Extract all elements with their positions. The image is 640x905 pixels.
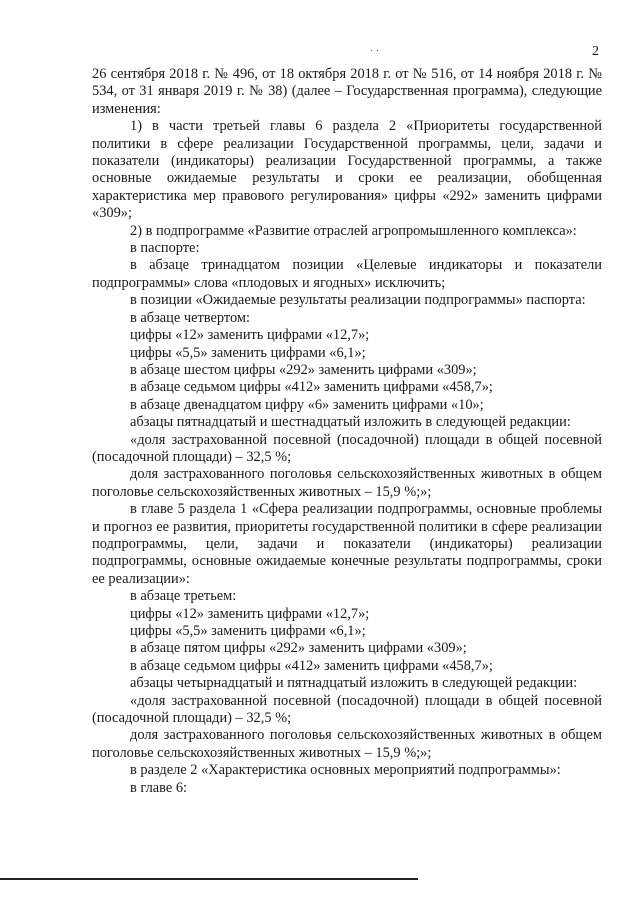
paragraph: в паспорте: [130, 240, 200, 257]
paragraph: в разделе 2 «Характеристика основных мероприятий подпрограммы»: [130, 762, 561, 779]
paragraph: цифры «5,5» заменить цифрами «6,1»; [130, 623, 366, 639]
document-body [92, 66, 602, 797]
scan-speck: · · [370, 46, 380, 57]
paragraph: в абзаце шестом цифры «292» заменить цифрами «309»; [130, 361, 477, 378]
paragraph: в абзаце пятом цифры «292» заменить цифрами «309»; [130, 640, 467, 657]
paragraph: 26 сентября 2018 г. № 496, от 18 октября 2018 г. от № 516, от 14 ноября 2018 г. № 534, от 31 января 2019 г. № 38) (далее – Государственная программа), следующие изменения: [92, 66, 602, 117]
paragraph: абзацы пятнадцатый и шестнадцатый изложить в следующей редакции: [130, 414, 571, 431]
paragraph: цифры «12» заменить цифрами «12,7»; [130, 605, 370, 622]
paragraph: абзацы четырнадцатый и пятнадцатый изложить в следующей редакции: [130, 675, 578, 692]
paragraph: «доля застрахованной посевной (посадочной) площади в общей посевной (посадочной площади) – 32,5 %; [92, 692, 602, 727]
paragraph: в главе 5 раздела 1 «Сфера реализации подпрограммы, основные проблемы и прогноз ее развития, приоритеты государственной политики в сфере реализации подпрограммы, цели, задачи и показатели (индикаторы) реализации подпрограммы, основные ожидаемые конечные результаты подпрограммы, сроки ее реализации»: [92, 501, 602, 587]
paragraph: в абзаце тринадцатом позиции «Целевые индикаторы и показатели подпрограммы» слова «плодовых и ягодных» исключить; [92, 257, 602, 291]
paragraph: в абзаце седьмом цифры «412» заменить цифрами «458,7»; [130, 379, 493, 396]
paragraph: 2) в подпрограмме «Развитие отраслей агропромышленного комплекса»: [130, 222, 577, 239]
paragraph: доля застрахованного поголовья сельскохозяйственных животных в общем поголовье сельскохозяйственных животных – 15,9 %;»; [92, 466, 602, 500]
paragraph: в абзаце четвертом: [130, 309, 251, 326]
paragraph: «доля застрахованной посевной (посадочной) площади в общей посевной (посадочной площади) – 32,5 %; [92, 431, 602, 465]
paragraph: 1) в части третьей главы 6 раздела 2 «Приоритеты государственной политики в сфере реализации Государственной программы, цели, задачи и показатели (индикаторы) реализации Государственной программы, а также основные ожидаемые результаты и сроки ее реализации, обобщенная характеристика мер правового регулирования» цифры «292» заменить цифрами «309»; [92, 118, 602, 222]
paragraph: в абзаце третьем: [130, 588, 237, 605]
paragraph: цифры «12» заменить цифрами «12,7»; [130, 327, 370, 344]
paragraph: доля застрахованного поголовья сельскохозяйственных животных в общем поголовье сельскохозяйственных животных – 15,9 %;»; [92, 727, 602, 761]
page-number: 2 [592, 44, 599, 59]
paragraph: в главе 6: [130, 779, 188, 796]
paragraph: в абзаце седьмом цифры «412» заменить цифрами «458,7»; [130, 657, 493, 674]
paragraph: в позиции «Ожидаемые результаты реализации подпрограммы» паспорта: [130, 292, 586, 309]
paragraph: в абзаце двенадцатом цифру «6» заменить цифрами «10»; [130, 396, 484, 413]
footer-rule [0, 878, 418, 880]
paragraph: цифры «5,5» заменить цифрами «6,1»; [130, 344, 366, 361]
